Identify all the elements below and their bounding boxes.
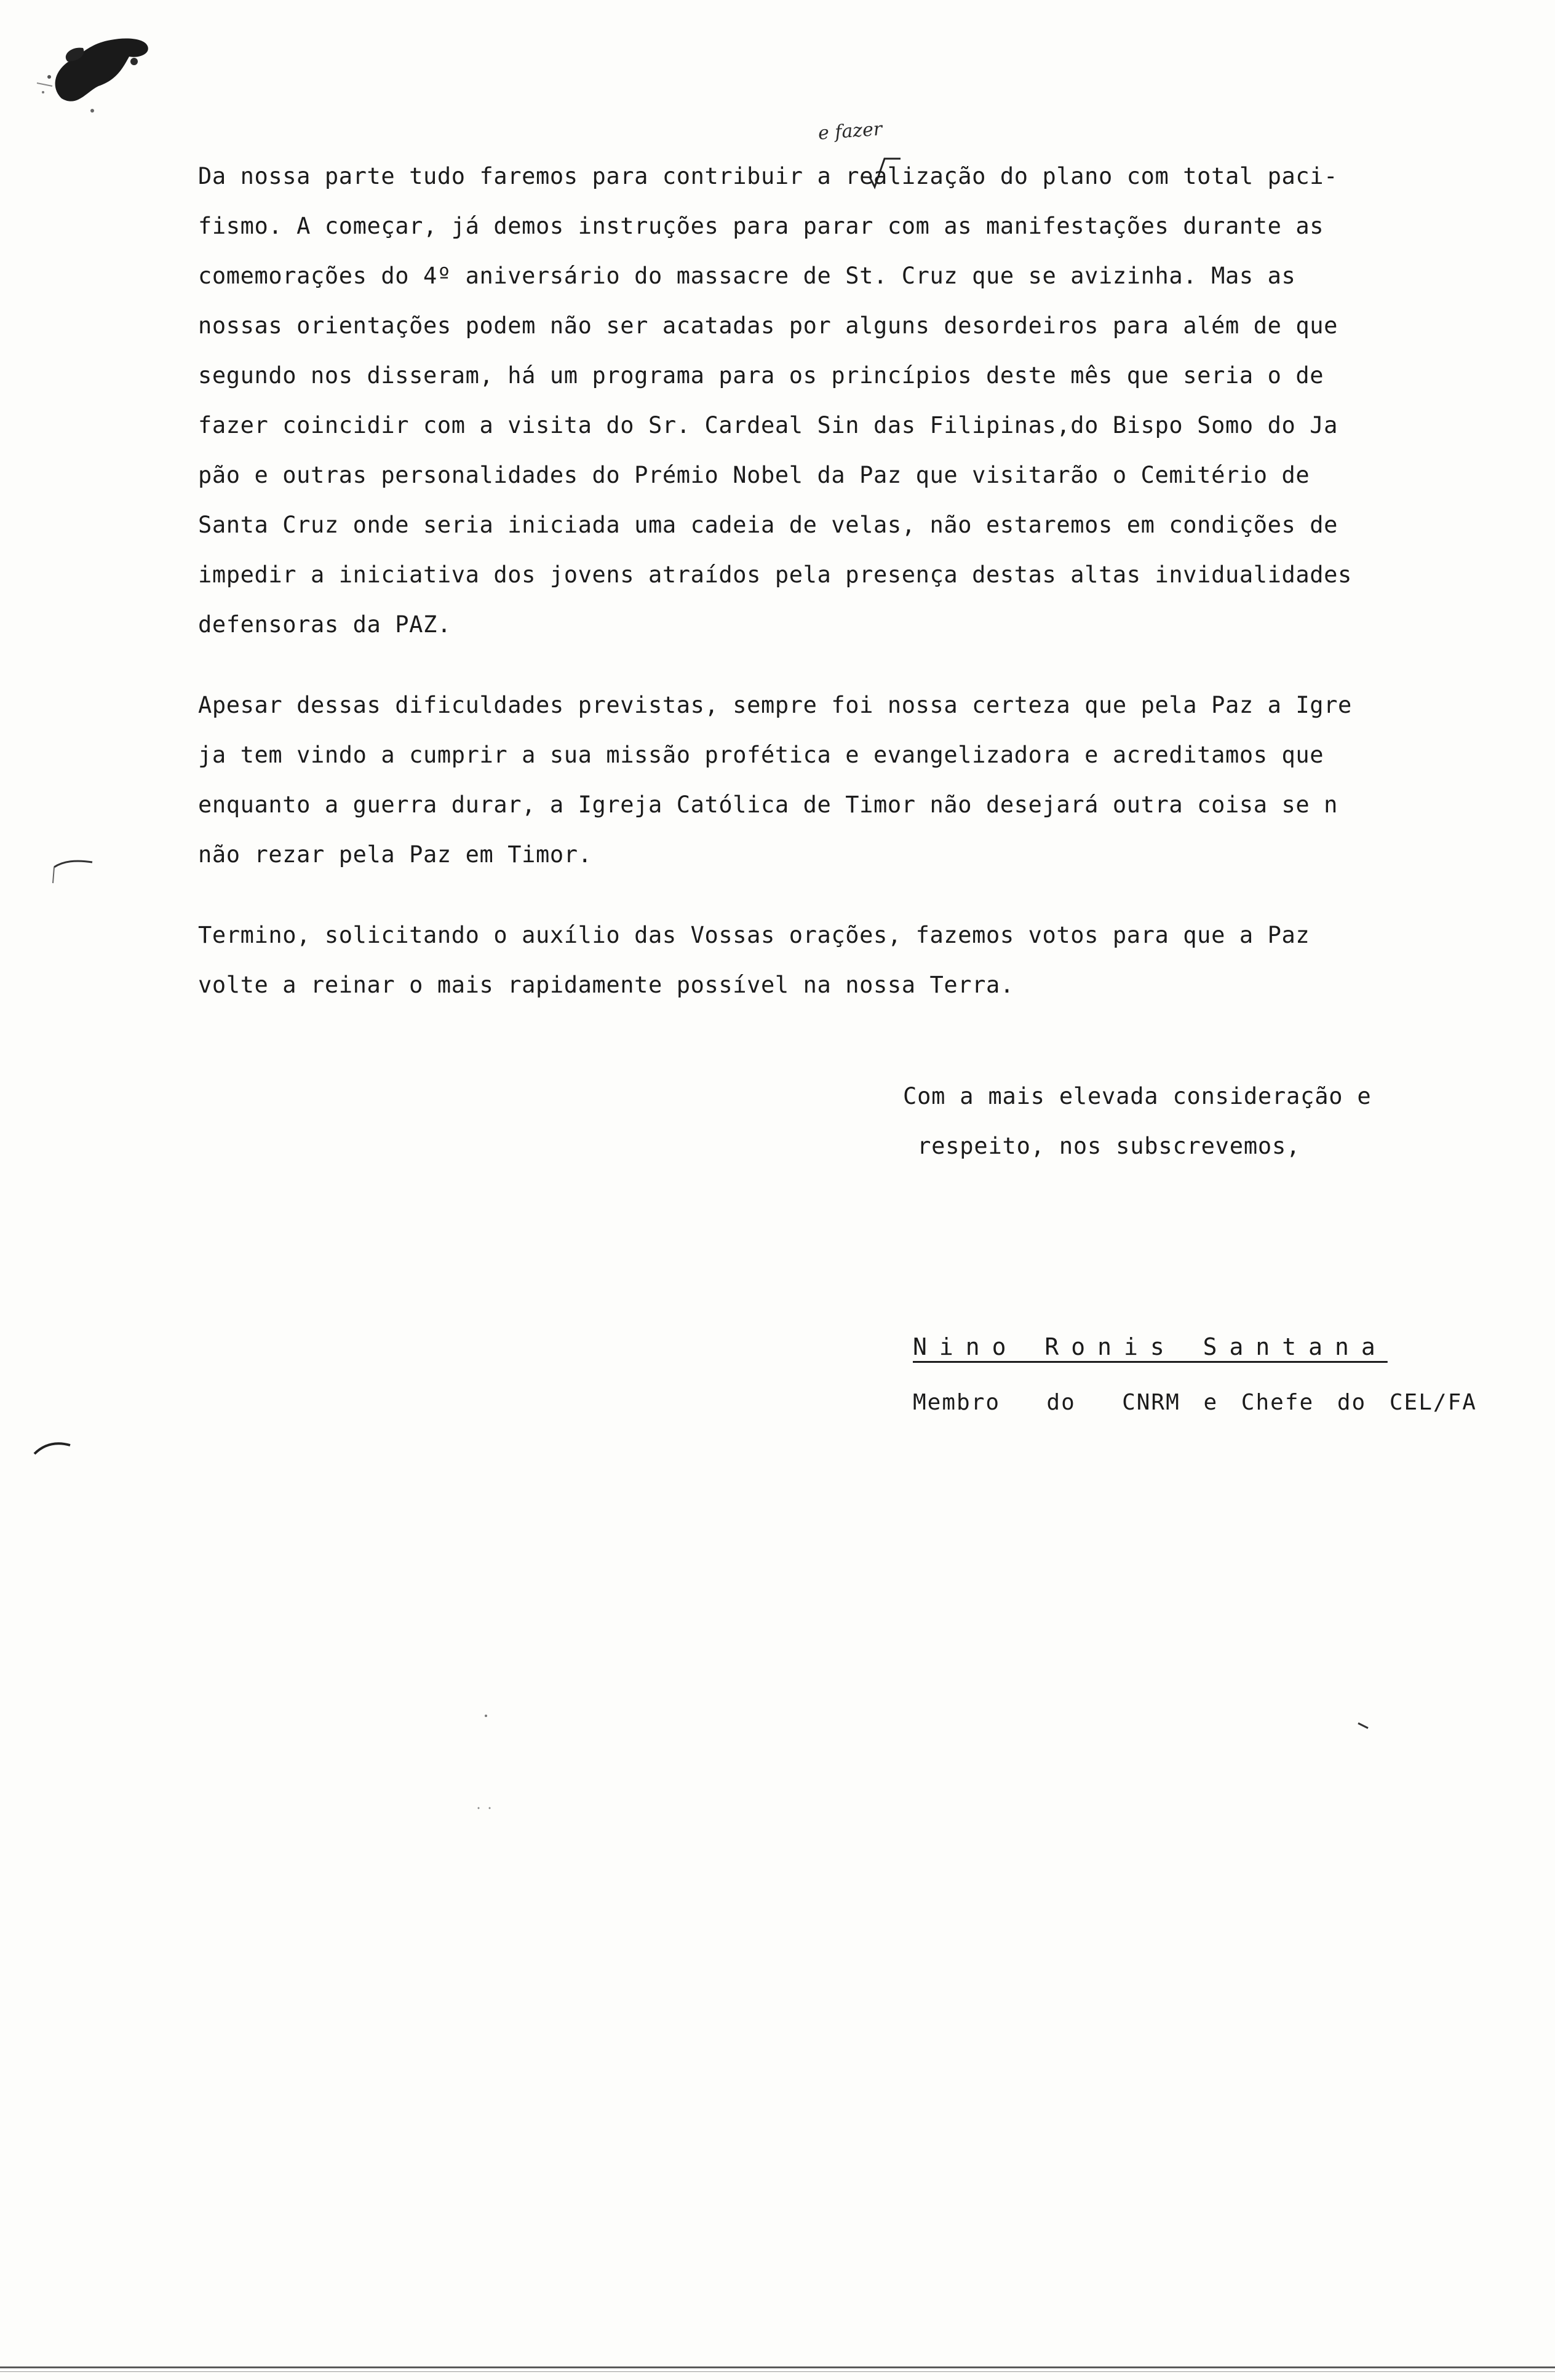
text-line: Santa Cruz onde seria iniciada uma cadeia de velas, não estaremos em condições de [198, 512, 1338, 538]
text-line: segundo nos disseram, há um programa para os princípios deste mês que seria o de [198, 362, 1324, 389]
text-line: comemorações do 4º aniversário do massacre de St. Cruz que se avizinha. Mas as [198, 263, 1296, 289]
text-line: ja tem vindo a cumprir a sua missão profética e evangelizadora e acreditamos que [198, 742, 1324, 768]
margin-mark [32, 1437, 75, 1461]
text-line: Termino, solicitando o auxílio das Vossas orações, fazemos votos para que a Paz [198, 922, 1310, 948]
speck-mark [474, 1802, 498, 1814]
margin-mark [48, 854, 97, 891]
speck-mark [1356, 1720, 1374, 1732]
text-line: fazer coincidir com a visita do Sr. Cardeal Sin das Filipinas,do Bispo Somo do Ja [198, 412, 1338, 438]
text-line: não rezar pela Paz em Timor. [198, 841, 592, 868]
text-line: defensoras da PAZ. [198, 611, 451, 638]
scan-edge-line [0, 2371, 1555, 2372]
text-line: pão e outras personalidades do Prémio Nobel da Paz que visitarão o Cemitério de [198, 462, 1310, 488]
signatory-title: Membro do CNRM e Chefe do CEL/FA [913, 1390, 1477, 1415]
closing-line: respeito, nos subscrevemos, [903, 1133, 1301, 1159]
text-line: impedir a iniciativa dos jovens atraídos pela presença destas altas invidualidades [198, 561, 1352, 588]
scan-edge-line [0, 2366, 1555, 2368]
closing-line: Com a mais elevada consideração e [903, 1083, 1372, 1109]
text-line: volte a reinar o mais rapidamente possível na nossa Terra. [198, 972, 1014, 998]
text-line: Da nossa parte tudo faremos para contribuir a realização do plano com total paci- [198, 163, 1338, 189]
text-line: enquanto a guerra durar, a Igreja Católica de Timor não desejará outra coisa se n [198, 791, 1338, 818]
text-line: nossas orientações podem não ser acatadas por alguns desordeiros para além de que [198, 312, 1338, 339]
ink-blot-mark [25, 25, 154, 129]
speck-mark [480, 1710, 492, 1722]
handwritten-insertion: e fazer [817, 118, 883, 145]
text-line: Apesar dessas dificuldades previstas, sempre foi nossa certeza que pela Paz a Igre [198, 692, 1352, 718]
paragraph-2 [198, 680, 1465, 879]
closing-salutation [903, 1071, 1372, 1171]
paragraph-1 [198, 151, 1465, 649]
signatory-name: Nino Ronis Santana [913, 1333, 1388, 1360]
paragraph-3 [198, 910, 1465, 1010]
text-line: fismo. A começar, já demos instruções para parar com as manifestações durante as [198, 213, 1324, 239]
